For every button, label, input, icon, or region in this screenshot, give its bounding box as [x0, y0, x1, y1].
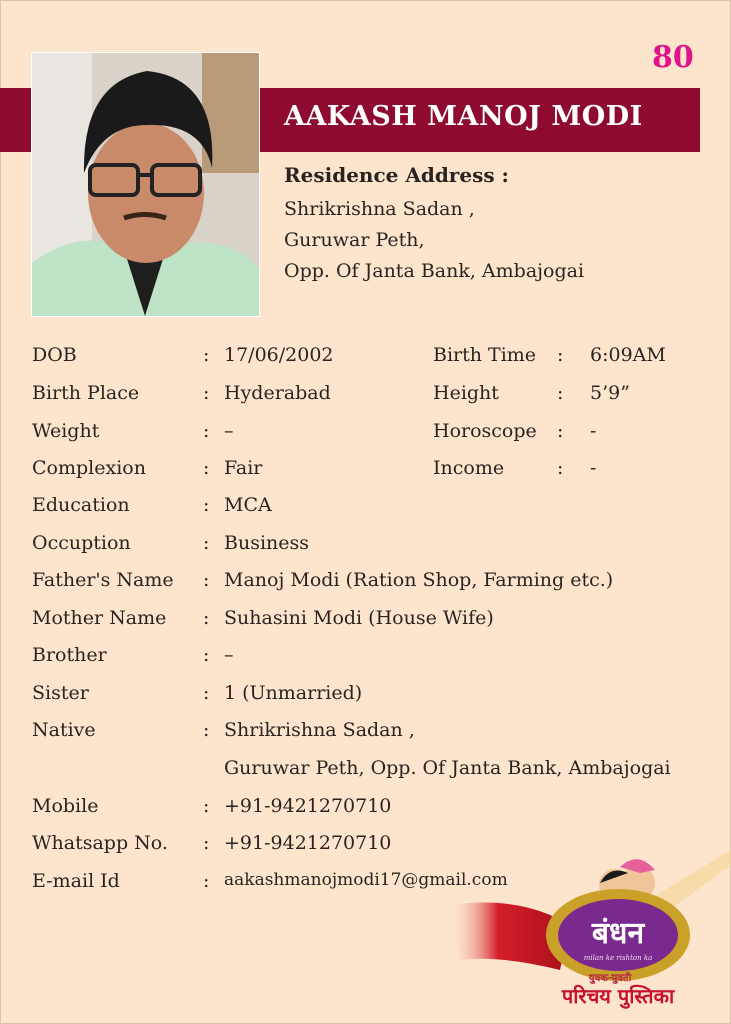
detail-colon: :	[203, 719, 210, 741]
detail-label: DOB	[32, 344, 77, 366]
detail-value: aakashmanojmodi17@gmail.com	[224, 870, 508, 890]
bandhan-logo	[440, 845, 731, 1024]
detail-value: Fair	[224, 457, 263, 479]
detail-label: Brother	[32, 644, 107, 666]
detail-colon: :	[203, 870, 210, 892]
profile-photo	[31, 52, 260, 317]
detail-colon: :	[557, 457, 564, 479]
detail-colon: :	[203, 382, 210, 404]
detail-colon: :	[203, 494, 210, 516]
detail-label: Education	[32, 494, 130, 516]
detail-label: Sister	[32, 682, 89, 704]
detail-value: -	[590, 420, 597, 442]
residence-line: Shrikrishna Sadan ,	[284, 198, 475, 220]
detail-colon: :	[203, 457, 210, 479]
profile-name: AAKASH MANOJ MODI	[284, 101, 643, 132]
detail-label: Birth Place	[32, 382, 140, 404]
detail-value: 6:09AM	[590, 344, 666, 366]
logo-tagline: milan ke rishton ka	[583, 954, 653, 962]
residence-heading: Residence Address :	[284, 163, 509, 187]
detail-colon: :	[203, 832, 210, 854]
detail-colon: :	[557, 382, 564, 404]
detail-label: Occuption	[32, 532, 131, 554]
detail-value: MCA	[224, 494, 272, 516]
detail-value: -	[590, 457, 597, 479]
detail-colon: :	[203, 532, 210, 554]
detail-value: Business	[224, 532, 310, 554]
detail-colon: :	[203, 344, 210, 366]
detail-label: Horoscope	[433, 420, 537, 442]
detail-label: Complexion	[32, 457, 146, 479]
detail-label: Mobile	[32, 795, 99, 817]
detail-colon: :	[203, 682, 210, 704]
logo-bottom: परिचय पुस्तिका	[561, 984, 675, 1008]
detail-colon: :	[203, 644, 210, 666]
detail-label: Weight	[32, 420, 100, 442]
detail-label: Height	[433, 382, 499, 404]
detail-value: –	[224, 644, 234, 666]
detail-value: 1 (Unmarried)	[224, 682, 363, 704]
detail-value: Manoj Modi (Ration Shop, Farming etc.)	[224, 569, 614, 591]
detail-label: Father's Name	[32, 569, 174, 591]
detail-value: 17/06/2002	[224, 344, 334, 366]
detail-label: Whatsapp No.	[32, 832, 168, 854]
page-number: 80	[652, 40, 694, 75]
detail-label: Native	[32, 719, 96, 741]
detail-label: E-mail Id	[32, 870, 120, 892]
logo-sub: युवक-युवती	[588, 973, 632, 984]
detail-value: –	[224, 420, 234, 442]
detail-value: Hyderabad	[224, 382, 331, 404]
detail-colon: :	[557, 344, 564, 366]
detail-label: Birth Time	[433, 344, 537, 366]
residence-line: Opp. Of Janta Bank, Ambajogai	[284, 260, 585, 282]
logo-title: बंधन	[591, 916, 645, 951]
detail-value: Suhasini Modi (House Wife)	[224, 607, 494, 629]
detail-value: Shrikrishna Sadan ,	[224, 719, 415, 741]
detail-label: Income	[433, 457, 505, 479]
detail-value-continued: Guruwar Peth, Opp. Of Janta Bank, Ambajogai	[224, 757, 671, 779]
detail-colon: :	[203, 607, 210, 629]
detail-colon: :	[203, 420, 210, 442]
detail-colon: :	[203, 795, 210, 817]
detail-value: +91-9421270710	[224, 795, 392, 817]
detail-value: +91-9421270710	[224, 832, 392, 854]
detail-colon: :	[557, 420, 564, 442]
residence-line: Guruwar Peth,	[284, 229, 425, 251]
detail-value: 5’9”	[590, 382, 630, 404]
detail-colon: :	[203, 569, 210, 591]
detail-label: Mother Name	[32, 607, 167, 629]
